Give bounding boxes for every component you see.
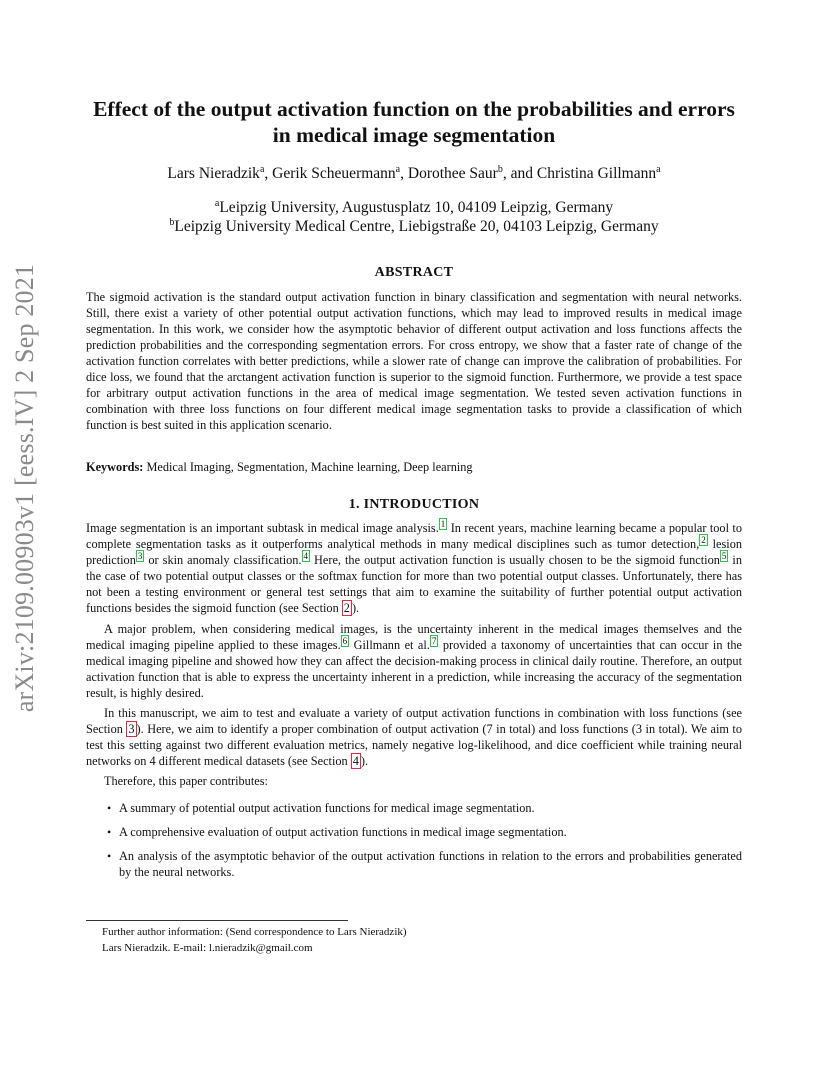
citation-link[interactable]: 5 [721,551,727,562]
text-run: in the case of two potential output classes or the softmax function for more than two potential output classes. Unfortunately, there has not been a testing environment or general test settings that aim to examine the suitability of further potential output activation functions besides the sigmoid function (see Section [86,553,742,616]
footnote [102,924,722,956]
text-run: ). [351,601,360,616]
affiliations [86,198,742,236]
affiliation [86,198,742,217]
text-run: ). Here, we aim to identify a proper combination of output activation (7 in total) and loss functions (3 in total). We aim to test this setting against two different evaluation metrics, namely negative log-likelihood, and dice coefficient while training neural networks on 4 different medical datasets (see Section [86,722,742,769]
paragraph [86,705,742,769]
section-link[interactable]: 3 [128,722,135,737]
author-list [86,165,742,183]
bullet-icon: • [107,800,112,815]
keywords-list: Medical Imaging, Segmentation, Machine learning, Deep learning [146,460,473,474]
author-separator: , [264,165,273,182]
list-item-text: A comprehensive evaluation of output activation functions in medical image segmentation. [119,824,567,839]
text-run: In recent years, machine learning became a popular tool to complete segmentation tasks as it outperforms analytical methods in many medical disciplines such as tumor detection, [86,521,742,552]
affiliation-text: Leipzig University Medical Centre, Liebigstraße 20, 04103 Leipzig, Germany [174,218,659,235]
keywords [86,459,742,475]
abstract-text: The sigmoid activation is the standard output activation function in binary classification and segmentation with neural networks. Still, there exist a variety of other potential output activation functions, which may lead to improved results in medical image segmentation. In this work, we consider how the asymptotic behavior of different output activation and loss functions affects the prediction probabilities and the corresponding segmentation errors. For cross entropy, we show that a faster rate of change of the activation function correlates with better predictions, while a slower rate of change can improve the calibration of probabilities. For dice loss, we found that the arctangent activation function is superior to the sigmoid function. Furthermore, we provide a test space for arbitrary output activation functions in the area of medical image segmentation. We tested seven activation functions in combination with three loss functions on four different medical image segmentation tasks to provide a classification of which function is best suited in this application scenario. [86,290,742,432]
list-item-text: A summary of potential output activation functions for medical image segmentation. [119,800,535,815]
citation-link[interactable]: 4 [303,551,308,562]
paragraph: Therefore, this paper contributes: [104,774,268,789]
list-item [107,848,742,880]
paragraph [86,520,742,617]
citation-link[interactable]: 1 [440,518,446,529]
introduction-body [86,520,742,888]
citation-link[interactable]: 7 [431,635,437,646]
text-run: ). [360,754,369,769]
footnote-line: Lars Nieradzik. E-mail: l.nieradzik@gmail.com [102,942,313,954]
bullet-icon: • [107,848,112,863]
author-separator: , and [502,165,537,182]
section-heading-introduction: 1. INTRODUCTION [348,497,480,512]
footnote-rule [86,920,348,921]
bullet-icon: • [107,824,112,839]
paragraph [86,621,742,701]
text-run: Gillmann et al. [349,637,430,652]
author-affil-mark: a [656,163,661,175]
abstract-heading: ABSTRACT [374,265,454,280]
text-run: Image segmentation is an important subtask in medical image analysis. [86,521,439,535]
citation-link[interactable]: 3 [137,551,143,562]
affiliation-text: Leipzig University, Augustusplatz 10, 04109 Leipzig, Germany [219,199,614,216]
author-name: Gerik Scheuermann [272,165,396,182]
affiliation [86,217,742,236]
author-name: Lars Nieradzik [167,165,260,182]
list-item-text: An analysis of the asymptotic behavior of the output activation functions in relation to the errors and probabilities generated by the neural networks. [119,848,742,879]
list-item [107,800,742,816]
author-name: Christina Gillmann [536,165,657,182]
arxiv-identifier: arXiv:2109.00903v1 [eess.IV] 2 Sep 2021 [10,263,40,713]
author-separator: , [400,165,408,182]
section-link[interactable]: 2 [343,601,350,616]
paper-title: Effect of the output activation function on the probabilities and errors in medical image segmentation [93,97,735,147]
author-affil-mark: a [395,163,401,175]
section-link[interactable]: 4 [352,754,359,769]
text-run: provided a taxonomy of uncertainties that can occur in the medical imaging pipeline and showed how they can affect the decision-making process in clinical daily routine. Therefore, an output activation function that is able to express the uncertainty inherent in a prediction, while increasing the accuracy of the segmentation result, is highly desired. [86,637,742,700]
text-run: or skin anomaly classification. [144,553,302,568]
text-run: lesion prediction [86,537,742,568]
list-item [107,824,742,840]
text-run: In this manuscript, we aim to test and evaluate a variety of output activation functions in combination with loss functions (see Section [86,706,742,737]
text-run: Here, the output activation function is usually chosen to be the sigmoid function [310,553,720,568]
author-affil-mark: a [259,163,265,175]
text-run: A major problem, when considering medical images, is the uncertainty inherent in the medical images themselves and the medical imaging pipeline applied to these images. [86,621,742,652]
affiliation-mark: b [169,216,175,228]
citation-link[interactable]: 2 [701,535,706,545]
arxiv-stamp [2,263,48,713]
citation-link[interactable]: 6 [342,635,348,646]
author-name: Dorothee Saur [407,165,498,182]
author-affil-mark: b [497,163,503,175]
contribution-list [86,800,742,880]
footnote-line: Further author information: (Send correspondence to Lars Nieradzik) [102,926,407,938]
keywords-label: Keywords: [86,460,144,474]
affiliation-mark: a [214,197,220,209]
